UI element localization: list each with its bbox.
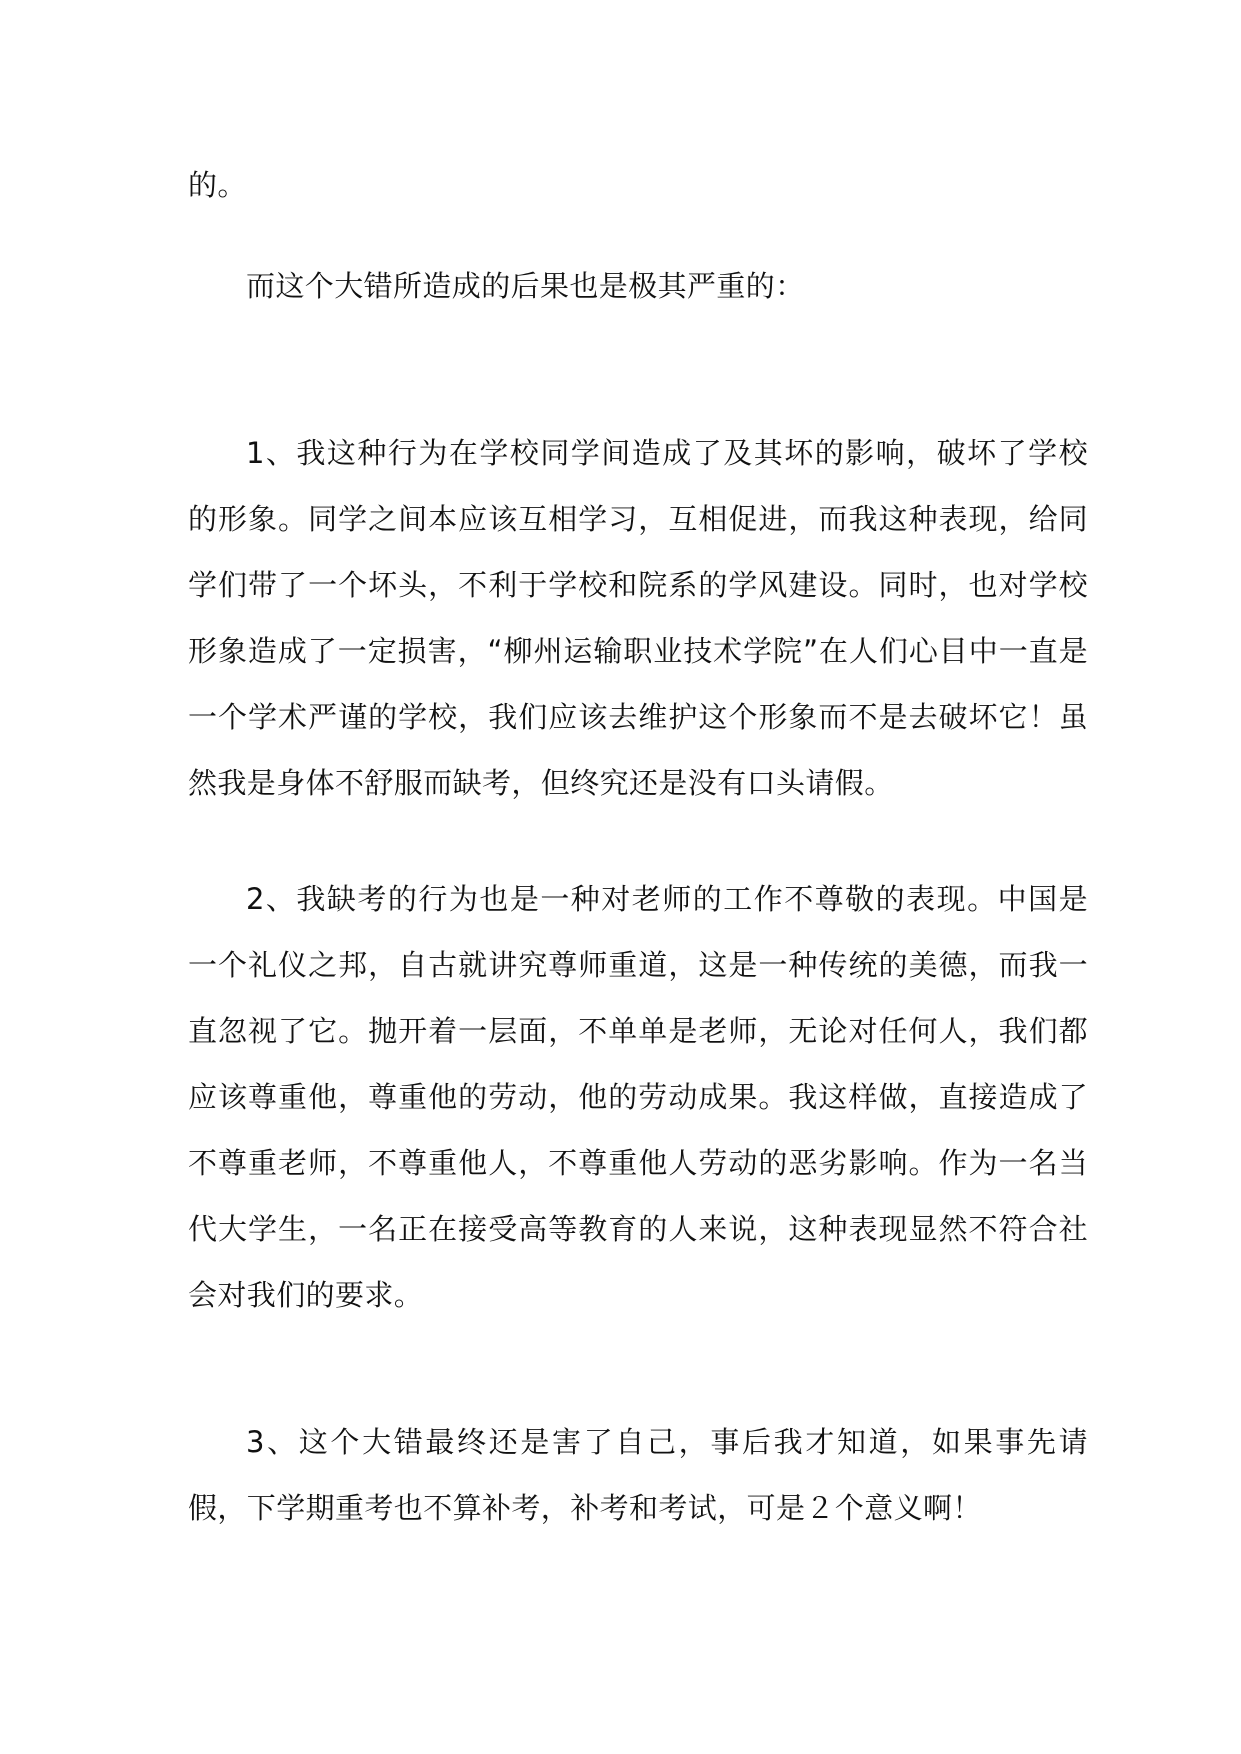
paragraph-point-2: 2、我缺考的行为也是一种对老师的工作不尊敬的表现。中国是一个礼仪之邦，自古就讲究尊师重道，这是一种传统的美德，而我一直忽视了它。抛开着一层面，不单单是老师，无论对任何人，我们都应该尊重他，尊重他的劳动，他的劳动成果。我这样做，直接造成了不尊重老师，不尊重他人，不尊重他人劳动的恶劣影响。作为一名当代大学生，一名正在接受高等教育的人来说，这种表现显然不符合社会对我们的要求。 [188,882,1088,1312]
paragraph-consequences-intro: 而这个大错所造成的后果也是极其严重的： [246,269,805,303]
paragraph-continuation: 的。 [188,168,247,202]
paragraph-point-1: 1、我这种行为在学校同学间造成了及其坏的影响，破坏了学校的形象。同学之间本应该互相学习，互相促进，而我这种表现，给同学们带了一个坏头，不利于学校和院系的学风建设。同时，也对学校形象造成了一定损害，“柳州运输职业技术学院”在人们心目中一直是一个学术严谨的学校，我们应该去维护这个形象而不是去破坏它！虽然我是身体不舒服而缺考，但终究还是没有口头请假。 [188,436,1088,800]
paragraph-point-3: 3、这个大错最终还是害了自己，事后我才知道，如果事先请假，下学期重考也不算补考，补考和考试，可是２个意义啊！ [188,1425,1088,1525]
